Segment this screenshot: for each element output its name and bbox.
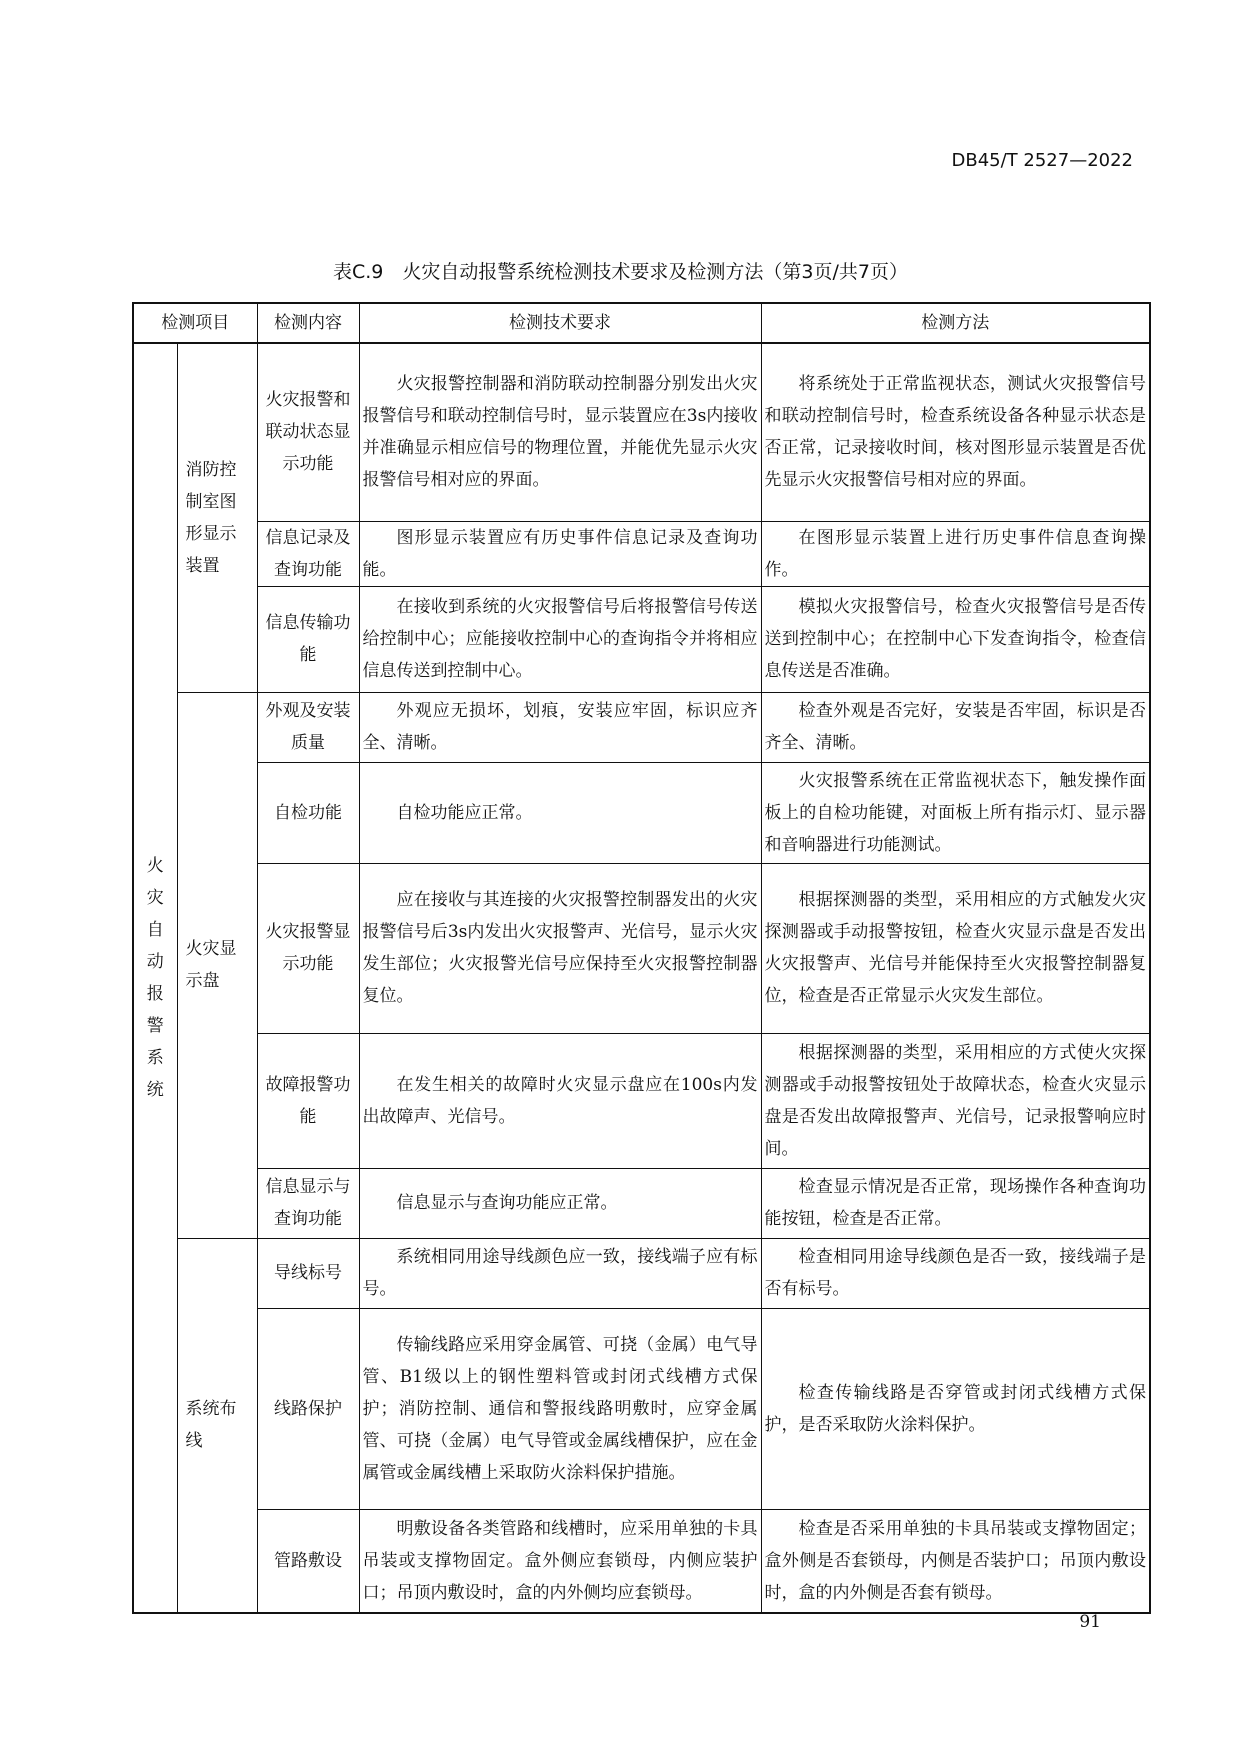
content-cell: 信息记录及查询功能 xyxy=(257,521,359,586)
system-cell xyxy=(133,343,177,1613)
table-row xyxy=(133,343,1150,521)
content-cell: 自检功能 xyxy=(257,762,359,863)
table-row xyxy=(133,521,1150,586)
table-row xyxy=(133,1308,1150,1509)
content-cell: 信息传输功能 xyxy=(257,586,359,692)
requirement-cell: 火灾报警控制器和消防联动控制器分别发出火灾报警信号和联动控制信号时，显示装置应在3s内接收并准确显示相应信号的物理位置，并能优先显示火灾报警信号相对应的界面。 xyxy=(359,343,761,521)
table-row xyxy=(133,692,1150,762)
method-cell: 根据探测器的类型，采用相应的方式触发火灾探测器或手动报警按钮，检查火灾显示盘是否发出火灾报警声、光信号并能保持至火灾报警控制器复位，检查是否正常显示火灾发生部位。 xyxy=(761,863,1150,1033)
content-cell: 导线标号 xyxy=(257,1238,359,1308)
content-cell: 信息显示与查询功能 xyxy=(257,1168,359,1238)
requirement-cell: 在发生相关的故障时火灾显示盘应在100s内发出故障声、光信号。 xyxy=(359,1033,761,1168)
table-row xyxy=(133,1509,1150,1613)
page-number: 91 xyxy=(1079,1612,1101,1632)
method-cell: 根据探测器的类型，采用相应的方式使火灾探测器或手动报警按钮处于故障状态，检查火灾显示盘是否发出故障报警声、光信号，记录报警响应时间。 xyxy=(761,1033,1150,1168)
header-requirement: 检测技术要求 xyxy=(359,303,761,343)
table-row xyxy=(133,762,1150,863)
requirement-cell: 图形显示装置应有历史事件信息记录及查询功能。 xyxy=(359,521,761,586)
content-cell: 火灾报警和联动状态显示功能 xyxy=(257,343,359,521)
content-cell: 管路敷设 xyxy=(257,1509,359,1613)
content-cell: 外观及安装质量 xyxy=(257,692,359,762)
requirement-cell: 信息显示与查询功能应正常。 xyxy=(359,1168,761,1238)
content-cell: 火灾报警显示功能 xyxy=(257,863,359,1033)
table-header-row xyxy=(133,303,1150,343)
inspection-table xyxy=(132,302,1151,1614)
header-method: 检测方法 xyxy=(761,303,1150,343)
requirement-cell: 在接收到系统的火灾报警信号后将报警信号传送给控制中心；应能接收控制中心的查询指令并将相应信息传送到控制中心。 xyxy=(359,586,761,692)
requirement-cell: 明敷设备各类管路和线槽时，应采用单独的卡具吊装或支撑物固定。盒外侧应套锁母，内侧应装护口；吊顶内敷设时，盒的内外侧均应套锁母。 xyxy=(359,1509,761,1613)
content-cell: 线路保护 xyxy=(257,1308,359,1509)
method-cell: 将系统处于正常监视状态，测试火灾报警信号和联动控制信号时，检查系统设备各种显示状态是否正常，记录接收时间，核对图形显示装置是否优先显示火灾报警信号相对应的界面。 xyxy=(761,343,1150,521)
header-item: 检测项目 xyxy=(133,303,257,343)
requirement-cell: 应在接收与其连接的火灾报警控制器发出的火灾报警信号后3s内发出火灾报警声、光信号，显示火灾发生部位；火灾报警光信号应保持至火灾报警控制器复位。 xyxy=(359,863,761,1033)
table-row xyxy=(133,863,1150,1033)
table-row xyxy=(133,1033,1150,1168)
group-name: 消防控制室图形显示装置 xyxy=(177,343,257,692)
method-cell: 模拟火灾报警信号，检查火灾报警信号是否传送到控制中心；在控制中心下发查询指令，检查信息传送是否准确。 xyxy=(761,586,1150,692)
document-id: DB45/T 2527—2022 xyxy=(951,150,1133,171)
group-name: 系统布线 xyxy=(177,1238,257,1613)
requirement-cell: 传输线路应采用穿金属管、可挠（金属）电气导管、B1级以上的钢性塑料管或封闭式线槽方式保护；消防控制、通信和警报线路明敷时，应穿金属管、可挠（金属）电气导管或金属线槽保护，应在金属管或金属线槽上采取防火涂料保护措施。 xyxy=(359,1308,761,1509)
requirement-cell: 系统相同用途导线颜色应一致，接线端子应有标号。 xyxy=(359,1238,761,1308)
requirement-cell: 自检功能应正常。 xyxy=(359,762,761,863)
header-content: 检测内容 xyxy=(257,303,359,343)
method-cell: 检查相同用途导线颜色是否一致，接线端子是否有标号。 xyxy=(761,1238,1150,1308)
content-cell: 故障报警功能 xyxy=(257,1033,359,1168)
method-cell: 在图形显示装置上进行历史事件信息查询操作。 xyxy=(761,521,1150,586)
method-cell: 检查显示情况是否正常，现场操作各种查询功能按钮，检查是否正常。 xyxy=(761,1168,1150,1238)
table-row xyxy=(133,1238,1150,1308)
requirement-cell: 外观应无损坏，划痕，安装应牢固，标识应齐全、清晰。 xyxy=(359,692,761,762)
table-row xyxy=(133,1168,1150,1238)
method-cell: 检查外观是否完好，安装是否牢固，标识是否齐全、清晰。 xyxy=(761,692,1150,762)
method-cell: 火灾报警系统在正常监视状态下，触发操作面板上的自检功能键，对面板上所有指示灯、显示器和音响器进行功能测试。 xyxy=(761,762,1150,863)
method-cell: 检查传输线路是否穿管或封闭式线槽方式保护，是否采取防火涂料保护。 xyxy=(761,1308,1150,1509)
group-name: 火灾显示盘 xyxy=(177,692,257,1238)
method-cell: 检查是否采用单独的卡具吊装或支撑物固定；盒外侧是否套锁母，内侧是否装护口；吊顶内敷设时，盒的内外侧是否套有锁母。 xyxy=(761,1509,1150,1613)
table-title: 表C.9 火灾自动报警系统检测技术要求及检测方法（第3页/共7页） xyxy=(333,261,908,283)
system-name: 火灾自动报警系统 xyxy=(146,856,164,1100)
table-row xyxy=(133,586,1150,692)
